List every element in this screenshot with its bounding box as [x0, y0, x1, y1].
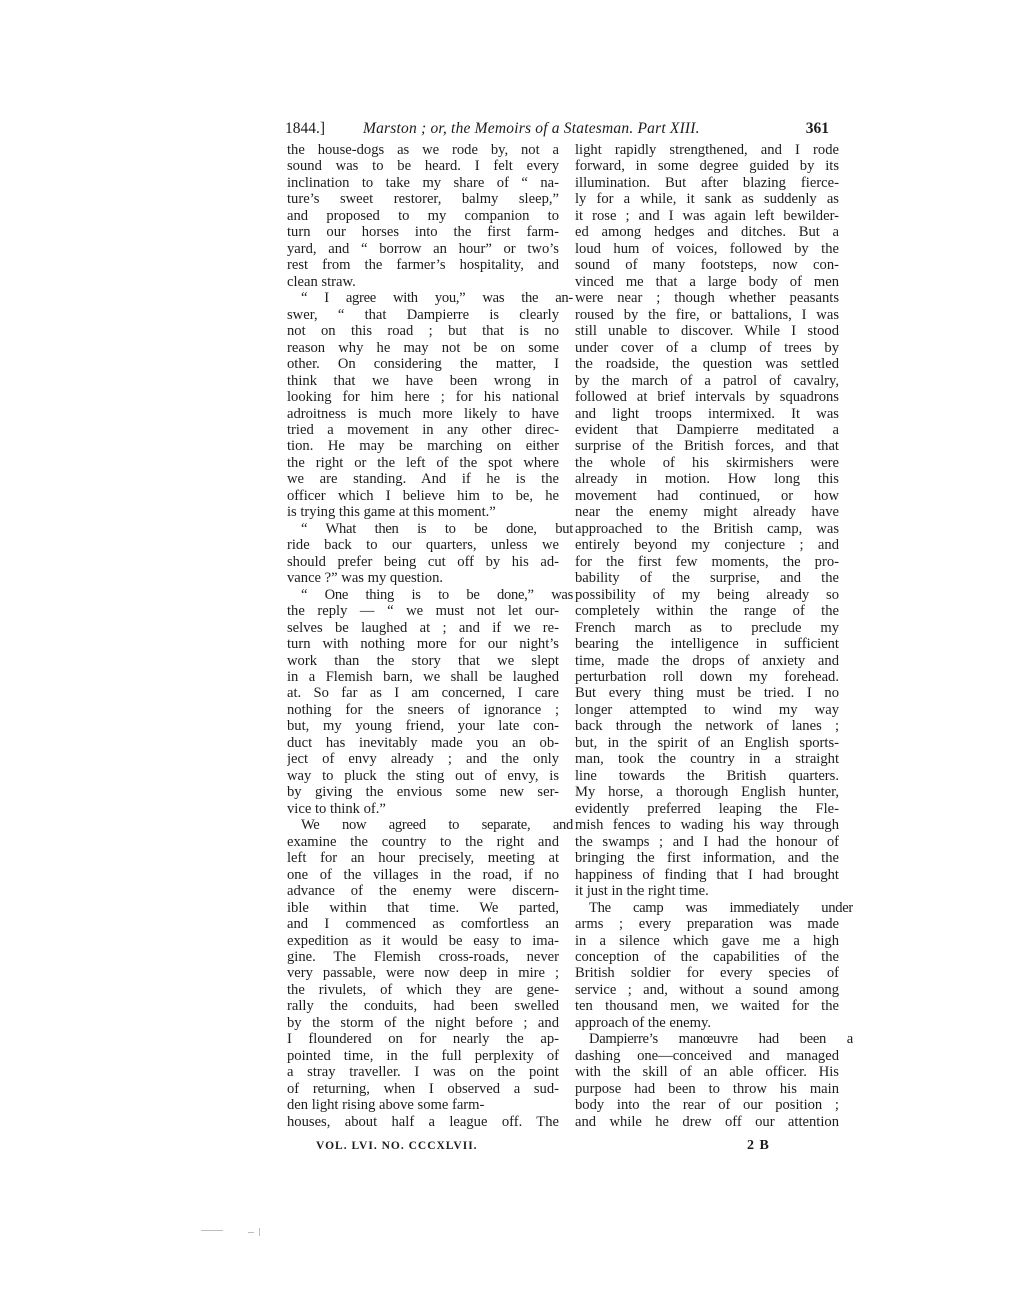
text-line: “ One thing is to be done,” was — [301, 586, 573, 603]
text-line: at. So far as I am concerned, I care — [287, 685, 559, 702]
text-line: ly for a while, it sank as suddenly as — [575, 191, 839, 208]
text-line: rest from the farmer’s hospitality, and — [287, 257, 559, 274]
running-header — [285, 117, 841, 141]
text-line: The camp was immediately under — [589, 899, 853, 916]
text-line: body into the rear of our position ; — [575, 1097, 839, 1114]
text-line: roused by the fire, or battalions, I was — [575, 306, 839, 323]
text-line: man, took the country in a straight — [575, 751, 839, 768]
text-line: purpose had been to throw his main — [575, 1080, 839, 1097]
text-line: rally the conduits, had been swelled — [287, 998, 559, 1015]
text-line: dashing one—conceived and managed — [575, 1047, 839, 1064]
text-line: officer which I believe him to be, he — [287, 487, 559, 504]
text-line: I floundered on for nearly the ap- — [287, 1031, 559, 1048]
text-line: forward, in some degree guided by its — [575, 158, 839, 175]
text-line: swer, “ that Dampierre is clearly — [287, 306, 559, 323]
sheet-mark: 2 B — [747, 1138, 770, 1153]
text-line: perturbation roll down my forehead. — [575, 669, 839, 685]
text-line: the whole of his skirmishers were — [575, 454, 839, 471]
text-line: evident that Dampierre meditated a — [575, 421, 839, 438]
text-line: looking for him here ; for his national — [287, 389, 559, 406]
text-line: loud hum of voices, followed by the — [575, 240, 839, 257]
left-column — [287, 142, 573, 1130]
text-line: arms ; every preparation was made — [575, 916, 839, 933]
running-title: Marston ; or, the Memoirs of a Statesman. Part XIII. — [363, 120, 700, 137]
text-line: expedition as it would be easy to ima- — [287, 932, 559, 949]
text-line: by the storm of the night before ; and — [287, 1014, 559, 1031]
text-line: ten thousand men, we waited for the — [575, 998, 839, 1015]
text-line: the rivulets, of which they are gene- — [287, 981, 559, 998]
right-column — [575, 142, 853, 1130]
text-line: reason why he may not be on some — [287, 339, 559, 356]
text-line: and while he drew off our attention — [575, 1113, 839, 1130]
text-line: entirely beyond my conjecture ; and — [575, 537, 839, 554]
text-line: We now agreed to separate, and — [301, 817, 573, 834]
text-line: service ; and, without a sound among — [575, 981, 839, 998]
text-line: pointed time, in the full perplexity of — [287, 1047, 559, 1064]
text-line: tion. He may be marching on either — [287, 438, 559, 455]
text-line: way to pluck the sting out of envy, is — [287, 767, 559, 784]
text-line: French march as to preclude my — [575, 619, 839, 636]
text-line: other. On considering the matter, I — [287, 356, 559, 373]
text-line: should prefer being cut off by his ad- — [287, 553, 559, 570]
scan-speck — [248, 1232, 254, 1233]
text-line: sound of many footsteps, now con- — [575, 257, 839, 274]
text-line: is trying this game at this moment.” — [287, 504, 496, 521]
text-line: examine the country to the right and — [287, 833, 559, 850]
journal-page — [285, 117, 853, 1130]
text-line: but, in the spirit of an English sports- — [575, 734, 839, 751]
text-line: back through the network of lanes ; — [575, 718, 839, 735]
text-line: under cover of a clump of trees by — [575, 339, 839, 356]
volume-signature: VOL. LVI. NO. CCCXLVII. — [316, 1140, 478, 1152]
text-line: “ I agree with you,” was the an- — [301, 290, 573, 307]
text-line: still unable to discover. While I stood — [575, 323, 839, 340]
page-number: 361 — [805, 120, 829, 137]
text-line: and light troops intermixed. It was — [575, 405, 839, 422]
text-line: left for an hour precisely, meeting at — [287, 850, 559, 867]
text-line: turn our horses into the first farm- — [287, 224, 559, 241]
text-line: were near ; though whether peasants — [575, 290, 839, 307]
text-line: surprise of the British forces, and that — [575, 438, 839, 455]
text-line: sound was to be heard. I felt every — [287, 158, 559, 175]
text-line: gine. The Flemish cross-roads, never — [287, 948, 559, 965]
text-line: bearing the intelligence in sufficient — [575, 636, 839, 653]
text-line: of returning, when I observed a sud- — [287, 1080, 559, 1097]
text-line: inclination to take my share of “ na- — [287, 174, 559, 191]
text-line: in a Flemish barn, we shall be laughed — [287, 669, 559, 685]
text-line: by the march of a patrol of cavalry, — [575, 372, 839, 389]
text-line: adroitness is much more likely to have — [287, 405, 559, 422]
text-line: clean straw. — [287, 273, 356, 290]
text-line: happiness of finding that I had brought — [575, 866, 839, 883]
text-line: time, made the drops of anxiety and — [575, 652, 839, 669]
text-line: ed among hedges and ditches. But a — [575, 224, 839, 241]
text-line: evidently preferred leaping the Fle- — [575, 800, 839, 817]
text-line: approach of the enemy. — [575, 1014, 712, 1031]
text-line: line towards the British quarters. — [575, 767, 839, 784]
text-line: conception of the capabilities of the — [575, 948, 839, 965]
text-line: ible within that time. We parted, — [287, 899, 559, 916]
text-line: My horse, a thorough English hunter, — [575, 784, 839, 801]
text-line: den light rising above some farm- — [287, 1097, 485, 1114]
text-line: illumination. But after blazing fierce- — [575, 174, 839, 191]
text-line: advance of the enemy were discern- — [287, 883, 559, 900]
text-line: the roadside, the question was settled — [575, 356, 839, 373]
text-line: think that we have been wrong in — [287, 372, 559, 389]
text-line: nothing for the sneers of ignorance ; — [287, 701, 559, 718]
text-line: “ What then is to be done, but — [301, 520, 573, 537]
text-line: by giving the envious some new ser- — [287, 784, 559, 801]
text-line: with the skill of an able officer. His — [575, 1064, 839, 1081]
text-line: vice to think of.” — [287, 800, 386, 817]
text-line: and proposed to my companion to — [287, 207, 559, 224]
text-line: a stray traveller. I was on the point — [287, 1064, 559, 1081]
text-line: tried a movement in any other direc- — [287, 421, 559, 438]
text-line: it just in the right time. — [575, 883, 709, 900]
text-line: vance ?” was my question. — [287, 570, 444, 587]
text-line: not on this road ; but that is no — [287, 323, 559, 340]
text-line: vinced me that a large body of men — [575, 273, 839, 290]
text-line: and I commenced as comfortless an — [287, 916, 559, 933]
text-line: ject of envy already ; and the only — [287, 751, 559, 768]
text-line: one of the villages in the road, if no — [287, 866, 559, 883]
text-line: yard, and “ borrow an hour” or two’s — [287, 240, 559, 257]
scan-speck — [201, 1230, 223, 1231]
text-line: the reply — “ we must not let our- — [287, 603, 559, 620]
text-line: ture’s sweet restorer, balmy sleep,” — [287, 191, 559, 208]
text-line: British soldier for every species of — [575, 965, 839, 982]
text-line: longer attempted to wind my way — [575, 701, 839, 718]
text-line: already in motion. How long this — [575, 471, 839, 488]
text-line: movement had continued, or how — [575, 487, 839, 504]
text-line: for the first few moments, the pro- — [575, 553, 839, 570]
text-line: turn with nothing more for our night’s — [287, 636, 559, 653]
text-line: bability of the surprise, and the — [575, 570, 839, 587]
text-line: we are standing. And if he is the — [287, 471, 559, 488]
text-line: the right or the left of the spot where — [287, 454, 559, 471]
text-line: near the enemy might already have — [575, 504, 839, 521]
text-line: But every thing must be tried. I no — [575, 685, 839, 702]
text-line: in a silence which gave me a high — [575, 932, 839, 949]
text-line: ride back to our quarters, unless we — [287, 537, 559, 554]
text-line: approached to the British camp, was — [575, 520, 839, 537]
text-line: Dampierre’s manœuvre had been a — [589, 1031, 853, 1048]
text-line: completely within the range of the — [575, 603, 839, 620]
text-line: the house-dogs as we rode by, not a — [287, 142, 559, 158]
text-line: but, my young friend, your late con- — [287, 718, 559, 735]
text-line: it rose ; and I was again left bewilder- — [575, 207, 839, 224]
text-line: bringing the first information, and the — [575, 850, 839, 867]
text-line: very passable, were now deep in mire ; — [287, 965, 559, 982]
text-line: the swamps ; and I had the honour of — [575, 833, 839, 850]
text-line: work than the story that we slept — [287, 652, 559, 669]
text-line: light rapidly strengthened, and I rode — [575, 142, 839, 158]
scan-speck — [259, 1228, 260, 1236]
header-year: 1844.] — [285, 120, 326, 137]
text-line: possibility of my being already so — [575, 586, 839, 603]
text-line: houses, about half a league off. The — [287, 1113, 559, 1130]
text-line: selves be laughed at ; and if we re- — [287, 619, 559, 636]
text-line: duct has inevitably made you an ob- — [287, 734, 559, 751]
text-line: followed at brief intervals by squadrons — [575, 389, 839, 406]
text-line: mish fences to wading his way through — [575, 817, 839, 834]
